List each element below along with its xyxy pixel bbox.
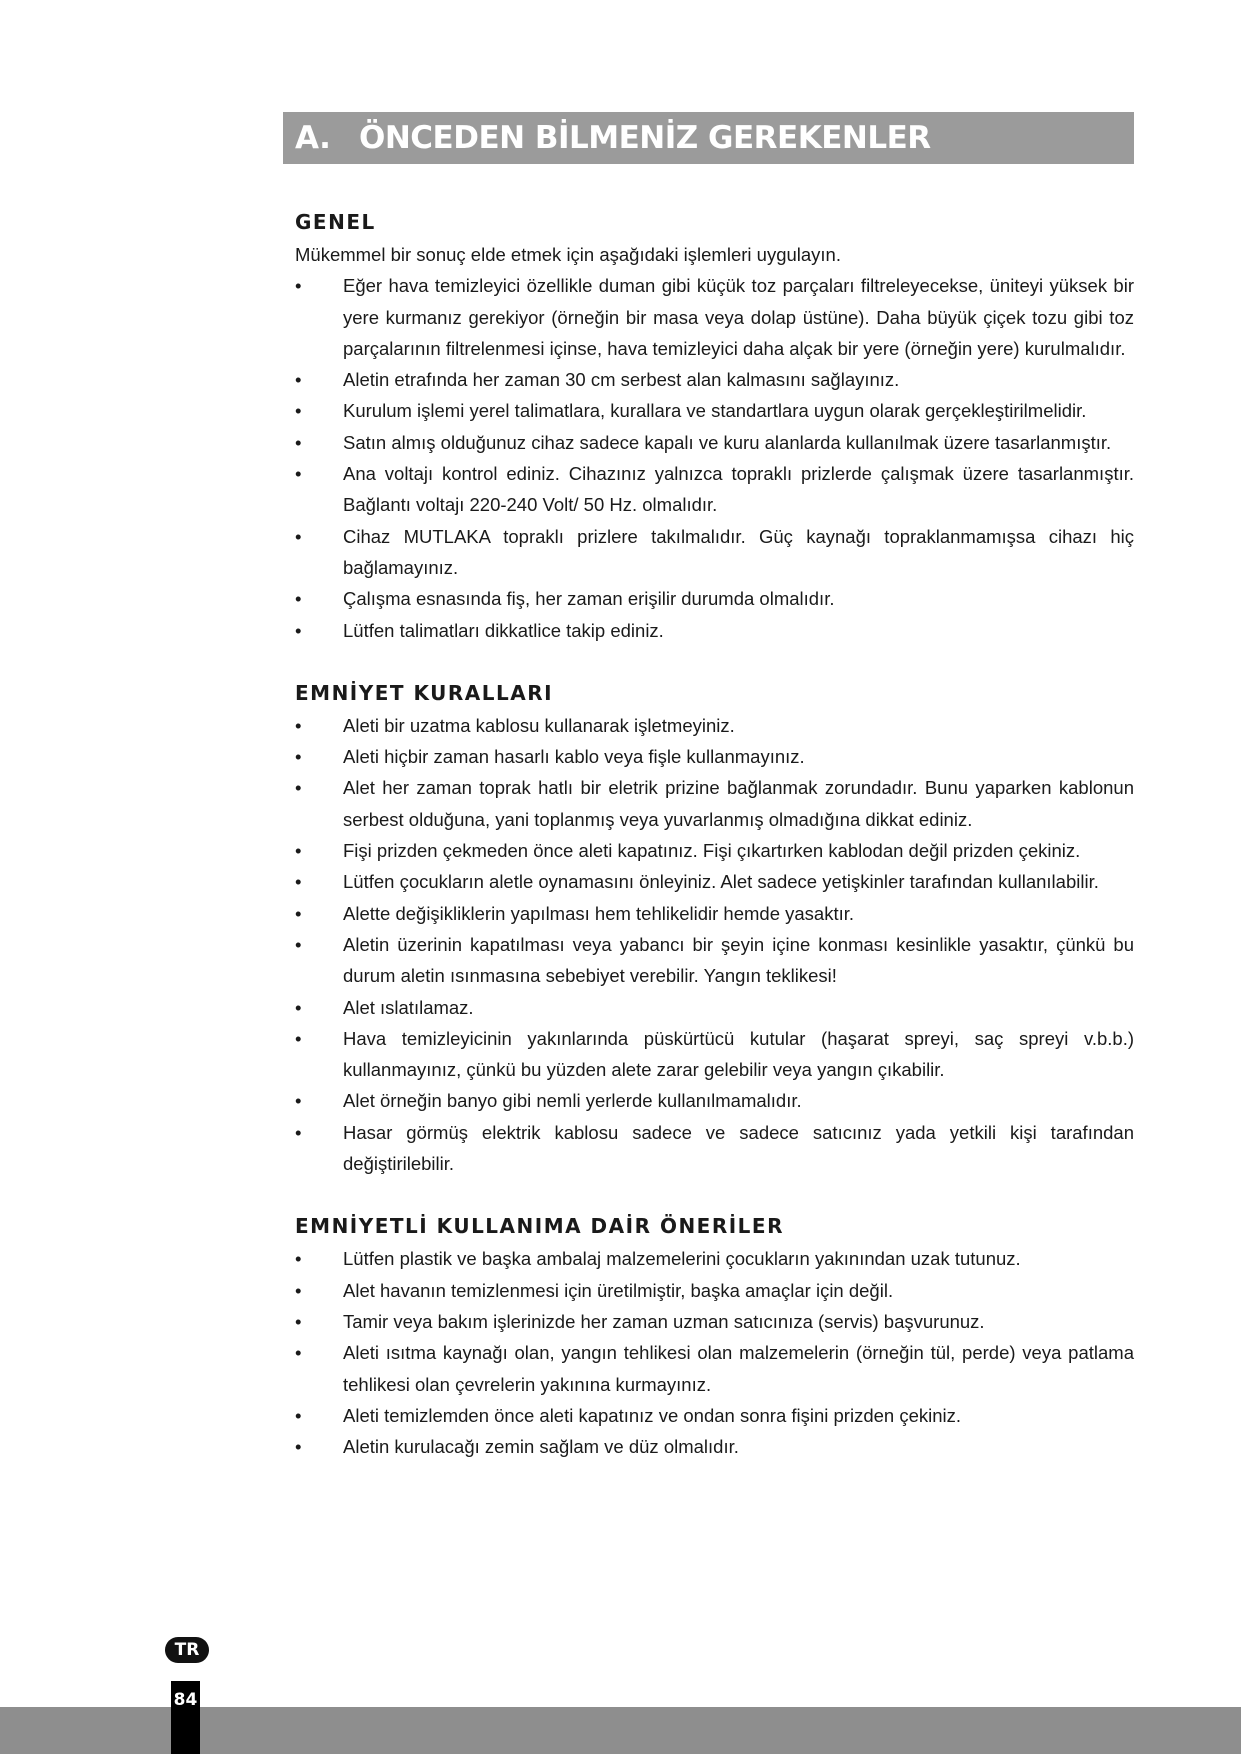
- bullet-icon: •: [295, 1121, 302, 1143]
- bullet-icon: •: [295, 525, 302, 547]
- bullet-icon: •: [295, 714, 302, 736]
- list-item-text: Ana voltajı kontrol ediniz. Cihazınız yalnızca topraklı prizlerde çalışmak üzere tasarlanmıştır. Bağlantı voltajı 220-240 Volt/ 50 Hz. olmalıdır.: [343, 463, 1134, 516]
- list-item-text: Aletin kurulacağı zemin sağlam ve düz olmalıdır.: [343, 1436, 739, 1458]
- list-item: [295, 1243, 1134, 1274]
- section-intro: Mükemmel bir sonuç elde etmek için aşağıdaki işlemleri uygulayın.: [295, 244, 841, 265]
- list-item: [295, 992, 1134, 1023]
- bullet-icon: •: [295, 1248, 302, 1270]
- list-item: [295, 772, 1134, 835]
- list-item-text: Hasar görmüş elektrik kablosu sadece ve sadece satıcınız yada yetkili kişi tarafından değiştirilebilir.: [343, 1121, 1134, 1175]
- bullet-icon: •: [295, 1090, 302, 1112]
- bullet-icon: •: [295, 1342, 302, 1364]
- bullet-icon: •: [295, 619, 302, 641]
- list-item: [295, 458, 1134, 521]
- list-item-text: Aletin etrafında her zaman 30 cm serbest alan kalmasını sağlayınız.: [343, 369, 900, 391]
- bullet-icon: •: [295, 996, 302, 1018]
- list-item: [295, 521, 1134, 584]
- list-item: [295, 1275, 1134, 1306]
- section-safety: [295, 676, 1134, 1179]
- list-item-text: Lütfen plastik ve başka ambalaj malzemelerini çocukların yakınından uzak tutunuz.: [343, 1248, 1021, 1270]
- bullet-icon: •: [295, 1279, 302, 1301]
- bullet-icon: •: [295, 463, 302, 485]
- list-item: [295, 395, 1134, 426]
- bullet-icon: •: [295, 1027, 302, 1049]
- section-general: [295, 205, 1134, 646]
- list-item-text: Aleti ısıtma kaynağı olan, yangın tehlikesi olan malzemelerin (örneğin tül, perde) veya patlama tehlikesi olan çevrelerin yakınına kurmayınız.: [343, 1342, 1134, 1395]
- list-item: [295, 1023, 1134, 1086]
- list-item: [295, 710, 1134, 741]
- list-item-text: Aletin üzerinin kapatılması veya yabancı bir şeyin içine konması kesinlikle yasaktır, çünkü bu durum aletin ısınmasına sebebiyet verebilir. Yangın teklikesi!: [343, 933, 1134, 987]
- bullet-icon: •: [295, 369, 302, 391]
- list-item-text: Eğer hava temizleyici özellikle duman gibi küçük toz parçaları filtreleyecekse, üniteyi yüksek bir yere kurmanız gerekiyor (örneğin bir masa veya dolap üstüne). Daha büyük çiçek tozu gibi toz parçalarının filtrelenmesi içinse, hava temizleyici daha alçak bir yere (örneğin yere) kurulmalıdır.: [343, 275, 1134, 359]
- section-letter: A.: [295, 120, 331, 156]
- list-item: [295, 835, 1134, 866]
- bullet-icon: •: [295, 902, 302, 924]
- list-item: [295, 741, 1134, 772]
- bullet-icon: •: [295, 588, 302, 610]
- list-item-text: Aleti bir uzatma kablosu kullanarak işletmeyiniz.: [343, 714, 735, 736]
- bullet-icon: •: [295, 777, 302, 799]
- list-item-text: Cihaz MUTLAKA topraklı prizlere takılmalıdır. Güç kaynağı topraklanmamışsa cihazı hiç bağlamayınız.: [343, 525, 1134, 578]
- list-item: [295, 1431, 1134, 1462]
- page-title: ÖNCEDEN BİLMENİZ GEREKENLER: [359, 120, 931, 156]
- section-heading-recommendations: EMNİYETLİ KULLANIMA DAİR ÖNERİLER: [295, 1214, 784, 1239]
- list-item-text: Lütfen talimatları dikkatlice takip ediniz.: [343, 619, 664, 641]
- list-item: [295, 1085, 1134, 1116]
- bullet-icon: •: [295, 1436, 302, 1458]
- list-item-text: Çalışma esnasında fiş, her zaman erişilir durumda olmalıdır.: [343, 588, 835, 610]
- bullet-icon: •: [295, 431, 302, 453]
- list-item: [295, 1117, 1134, 1180]
- list-item-text: Alet her zaman toprak hatlı bir eletrik prizine bağlanmak zorundadır. Bunu yaparken kablonun serbest olduğuna, yani toplanmış veya yuvarlanmış olmadığına dikkat ediniz.: [343, 777, 1134, 830]
- bullet-list-general: [295, 270, 1134, 646]
- bullet-list-recommendations: [295, 1243, 1134, 1462]
- list-item: [295, 583, 1134, 614]
- list-item-text: Alette değişikliklerin yapılması hem tehlikelidir hemde yasaktır.: [343, 902, 855, 924]
- language-badge: TR: [165, 1637, 209, 1663]
- list-item-text: Alet örneğin banyo gibi nemli yerlerde kullanılmamalıdır.: [343, 1090, 802, 1112]
- list-item: [295, 929, 1134, 992]
- list-item-text: Hava temizleyicinin yakınlarında püskürtücü kutular (haşarat spreyi, saç spreyi v.b.b.) kullanmayınız, çünkü bu yüzden alete zarar gelebilir veya yangın çıkabilir.: [343, 1027, 1134, 1081]
- bullet-icon: •: [295, 1310, 302, 1332]
- bullet-icon: •: [295, 275, 302, 297]
- list-item: [295, 1400, 1134, 1431]
- list-item-text: Alet ıslatılamaz.: [343, 996, 474, 1018]
- list-item-text: Aleti temizlemden önce aleti kapatınız ve ondan sonra fişini prizden çekiniz.: [343, 1404, 962, 1426]
- list-item-text: Fişi prizden çekmeden önce aleti kapatınız. Fişi çıkartırken kablodan değil prizden çekiniz.: [343, 840, 1081, 862]
- list-item: [295, 1306, 1134, 1337]
- list-item: [295, 270, 1134, 364]
- list-item: [295, 866, 1134, 897]
- list-item: [295, 898, 1134, 929]
- bullet-icon: •: [295, 871, 302, 893]
- list-item-text: Kurulum işlemi yerel talimatlara, kurallara ve standartlara uygun olarak gerçekleştirilmelidir.: [343, 400, 1087, 422]
- bullet-icon: •: [295, 1404, 302, 1426]
- bullet-icon: •: [295, 746, 302, 768]
- section-title-bar: [283, 112, 1134, 164]
- list-item: [295, 427, 1134, 458]
- list-item: [295, 1337, 1134, 1400]
- list-item-text: Lütfen çocukların aletle oynamasını önleyiniz. Alet sadece yetişkinler tarafından kullanılabilir.: [343, 871, 1099, 893]
- bullet-icon: •: [295, 400, 302, 422]
- bullet-icon: •: [295, 840, 302, 862]
- list-item-text: Satın almış olduğunuz cihaz sadece kapalı ve kuru alanlarda kullanılmak üzere tasarlanmıştır.: [343, 431, 1112, 453]
- list-item-text: Alet havanın temizlenmesi için üretilmiştir, başka amaçlar için değil.: [343, 1279, 894, 1301]
- document-body: [295, 205, 1134, 1492]
- section-recommendations: [295, 1209, 1134, 1462]
- page-number: 84: [171, 1681, 200, 1754]
- list-item: [295, 364, 1134, 395]
- section-heading-general: GENEL: [295, 210, 376, 234]
- bullet-list-safety: [295, 710, 1134, 1179]
- list-item-text: Tamir veya bakım işlerinizde her zaman uzman satıcınıza (servis) başvurunuz.: [343, 1310, 985, 1332]
- list-item: [295, 615, 1134, 646]
- bullet-icon: •: [295, 933, 302, 955]
- list-item-text: Aleti hiçbir zaman hasarlı kablo veya fişle kullanmayınız.: [343, 746, 805, 768]
- section-heading-safety: EMNİYET KURALLARI: [295, 680, 554, 705]
